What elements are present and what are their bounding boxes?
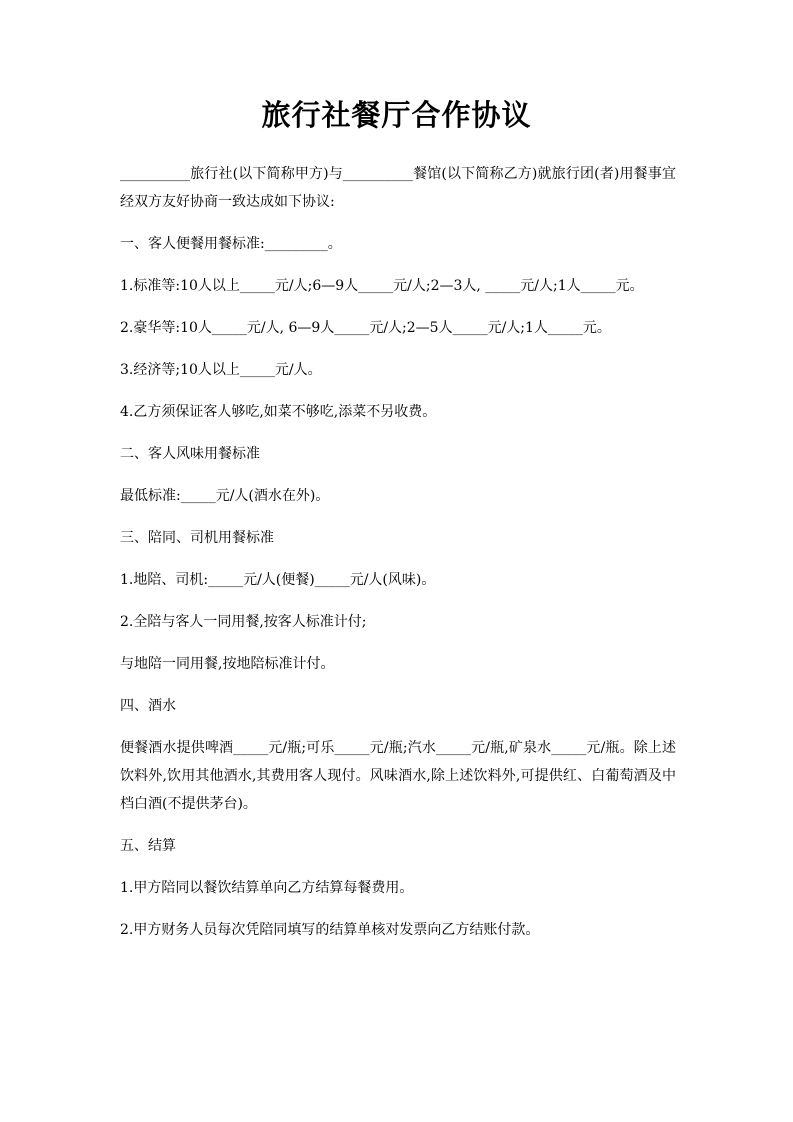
section-1-item-3: 3.经济等;10人以上_____元/人。 bbox=[120, 362, 322, 378]
section-5-item-2: 2.甲方财务人员每次凭陪同填写的结算单核对发票向乙方结账付款。 bbox=[120, 922, 540, 938]
section-3-item-2: 2.全陪与客人一同用餐,按客人标准计付; bbox=[120, 614, 367, 630]
intro-paragraph: __________旅行社(以下简称甲方)与__________餐馆(以下简称乙方)就旅行团(者)用餐事宜经双方友好协商一致达成如下协议: bbox=[120, 166, 676, 210]
section-1-item-2: 2.豪华等:10人_____元/人, 6—9人_____元/人;2—5人_____元/人;1人_____元。 bbox=[120, 320, 611, 336]
section-4-item-1: 便餐酒水提供啤酒_____元/瓶;可乐_____元/瓶;汽水_____元/瓶,矿泉水_____元/瓶。除上述饮料外,饮用其他酒水,其费用客人现付。风味酒水,除上述饮料外,可提供红、白葡萄酒及中档白酒(不提供茅台)。 bbox=[120, 740, 676, 812]
section-2-item-1: 最低标准:_____元/人(酒水在外)。 bbox=[120, 488, 330, 504]
section-1-item-1: 1.标准等:10人以上_____元/人;6—9人_____元/人;2—3人, _____元/人;1人_____元。 bbox=[120, 278, 644, 294]
section-1-item-4: 4.乙方须保证客人够吃,如菜不够吃,添菜不另收费。 bbox=[120, 404, 437, 420]
section-2-heading: 二、客人风味用餐标准 bbox=[120, 446, 260, 462]
document-title: 旅行社餐厅合作协议 bbox=[261, 98, 532, 132]
section-3-heading: 三、陪同、司机用餐标准 bbox=[120, 530, 274, 546]
section-5-item-1: 1.甲方陪同以餐饮结算单向乙方结算每餐费用。 bbox=[120, 880, 414, 896]
document-body bbox=[120, 160, 676, 958]
section-3-item-2-cont: 与地陪一同用餐,按地陪标准计付。 bbox=[120, 656, 335, 672]
section-4-heading: 四、酒水 bbox=[120, 698, 176, 714]
section-3-item-1: 1.地陪、司机:_____元/人(便餐)_____元/人(风味)。 bbox=[120, 572, 436, 588]
section-5-heading: 五、结算 bbox=[120, 838, 176, 854]
section-1-heading: 一、客人便餐用餐标准:_________。 bbox=[120, 236, 342, 252]
